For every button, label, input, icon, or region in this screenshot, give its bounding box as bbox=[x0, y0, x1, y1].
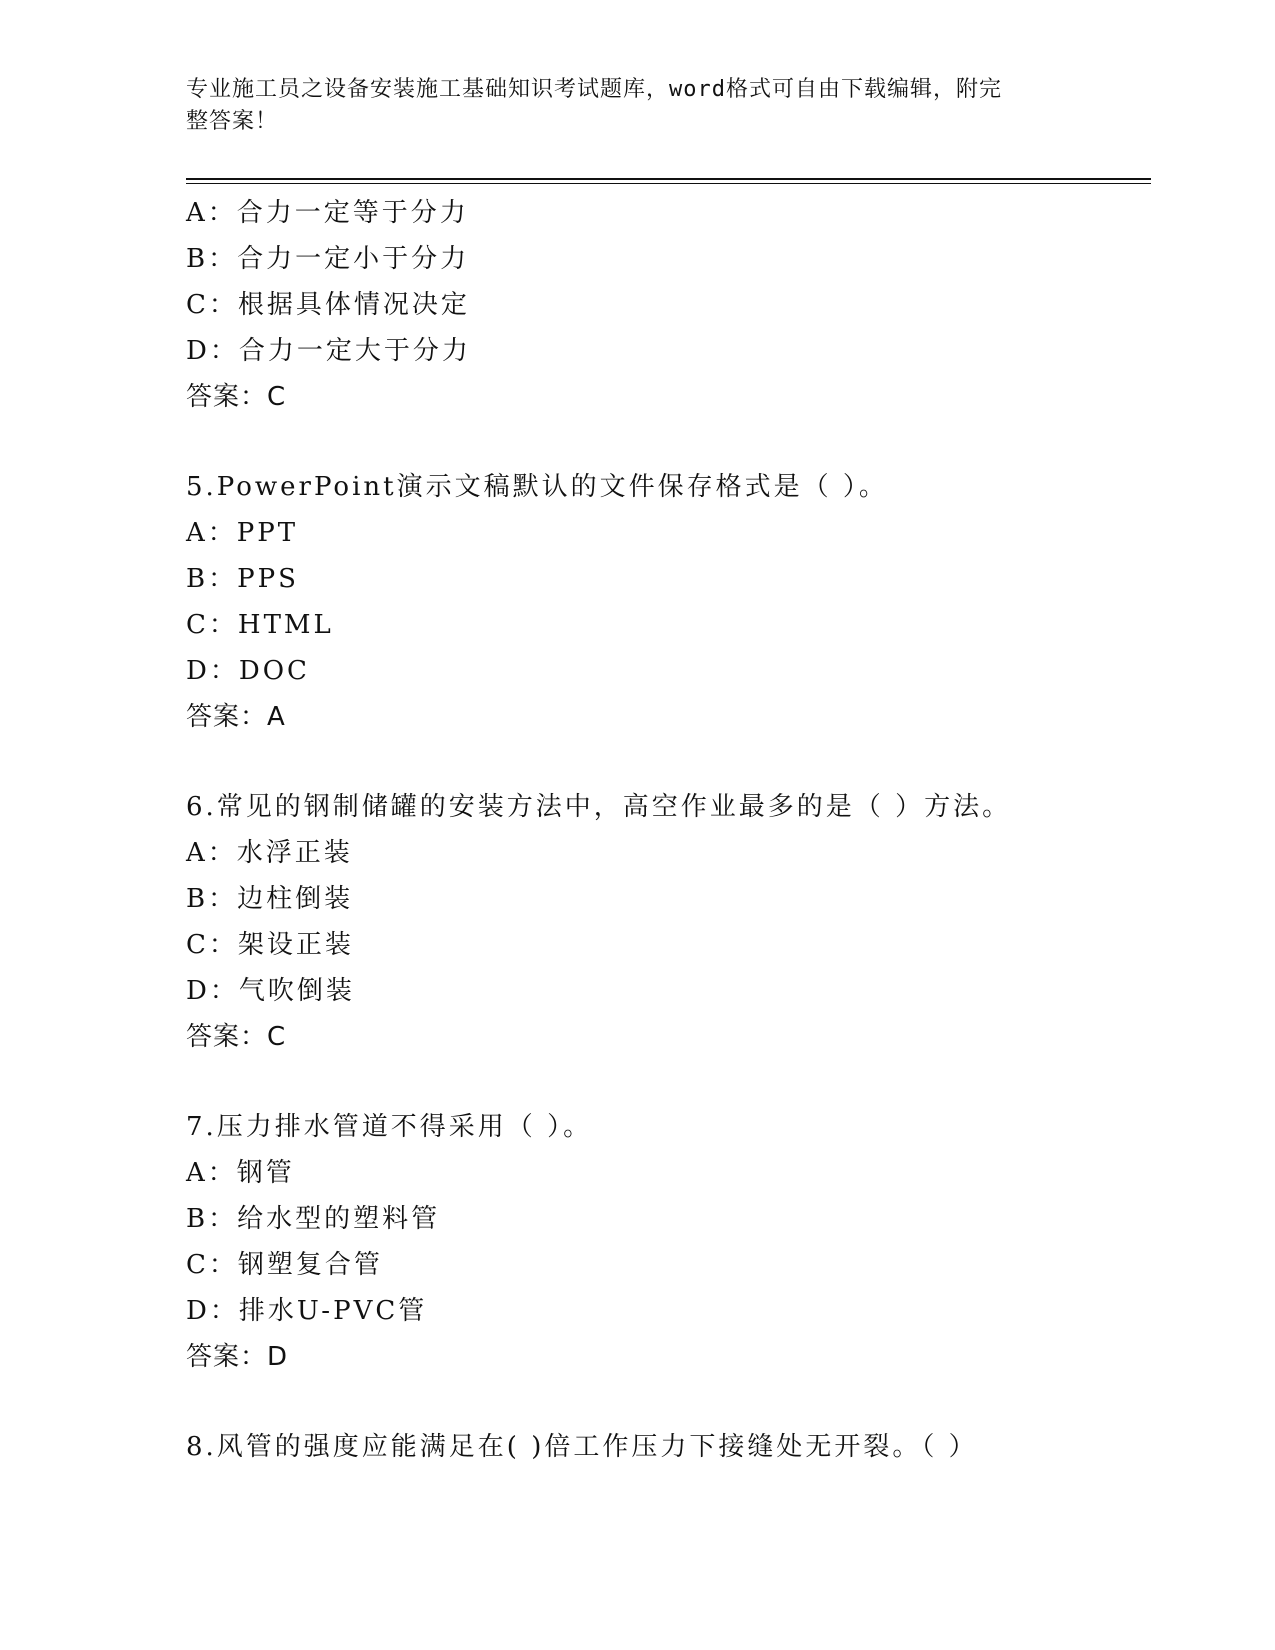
option-c: C：HTML bbox=[186, 610, 334, 640]
answer: 答案：A bbox=[186, 702, 286, 732]
question-stem: 5.PowerPoint演示文稿默认的文件保存格式是（ ）。 bbox=[186, 472, 888, 502]
question-6 bbox=[186, 784, 1151, 1060]
option-d: D：排水U-PVC管 bbox=[186, 1296, 428, 1326]
option-d: D：DOC bbox=[186, 656, 310, 686]
answer: 答案：D bbox=[186, 1342, 289, 1372]
option-a: A：PPT bbox=[186, 518, 299, 548]
question-list bbox=[186, 190, 1151, 1470]
header-divider-thick bbox=[186, 178, 1151, 180]
question-stem: 6.常见的钢制储罐的安装方法中，高空作业最多的是（ ）方法。 bbox=[186, 792, 1012, 822]
option-b: B：边柱倒装 bbox=[186, 884, 354, 914]
answer: 答案：C bbox=[186, 1022, 287, 1052]
option-c: C：根据具体情况决定 bbox=[186, 290, 470, 320]
option-b: B：合力一定小于分力 bbox=[186, 244, 470, 274]
question-stem: 8.风管的强度应能满足在( )倍工作压力下接缝处无开裂。（ ） bbox=[186, 1432, 978, 1462]
document-header bbox=[186, 74, 1086, 138]
option-c: C：钢塑复合管 bbox=[186, 1250, 383, 1280]
option-a: A：水浮正装 bbox=[186, 838, 353, 868]
question-8 bbox=[186, 1424, 1151, 1470]
question-4 bbox=[186, 190, 1151, 420]
option-a: A：合力一定等于分力 bbox=[186, 198, 469, 228]
option-d: D：合力一定大于分力 bbox=[186, 336, 471, 366]
question-stem: 7.压力排水管道不得采用（ ）。 bbox=[186, 1112, 593, 1142]
option-a: A：钢管 bbox=[186, 1158, 295, 1188]
header-line-1: 专业施工员之设备安装施工基础知识考试题库，word格式可自由下载编辑，附完 bbox=[186, 77, 1002, 102]
option-b: B：给水型的塑料管 bbox=[186, 1204, 441, 1234]
header-line-2: 整答案！ bbox=[186, 109, 279, 134]
option-d: D：气吹倒装 bbox=[186, 976, 355, 1006]
header-divider-thin bbox=[186, 183, 1151, 184]
question-7 bbox=[186, 1104, 1151, 1380]
option-b: B：PPS bbox=[186, 564, 299, 594]
option-c: C：架设正装 bbox=[186, 930, 354, 960]
question-5 bbox=[186, 464, 1151, 740]
answer: 答案：C bbox=[186, 382, 287, 412]
